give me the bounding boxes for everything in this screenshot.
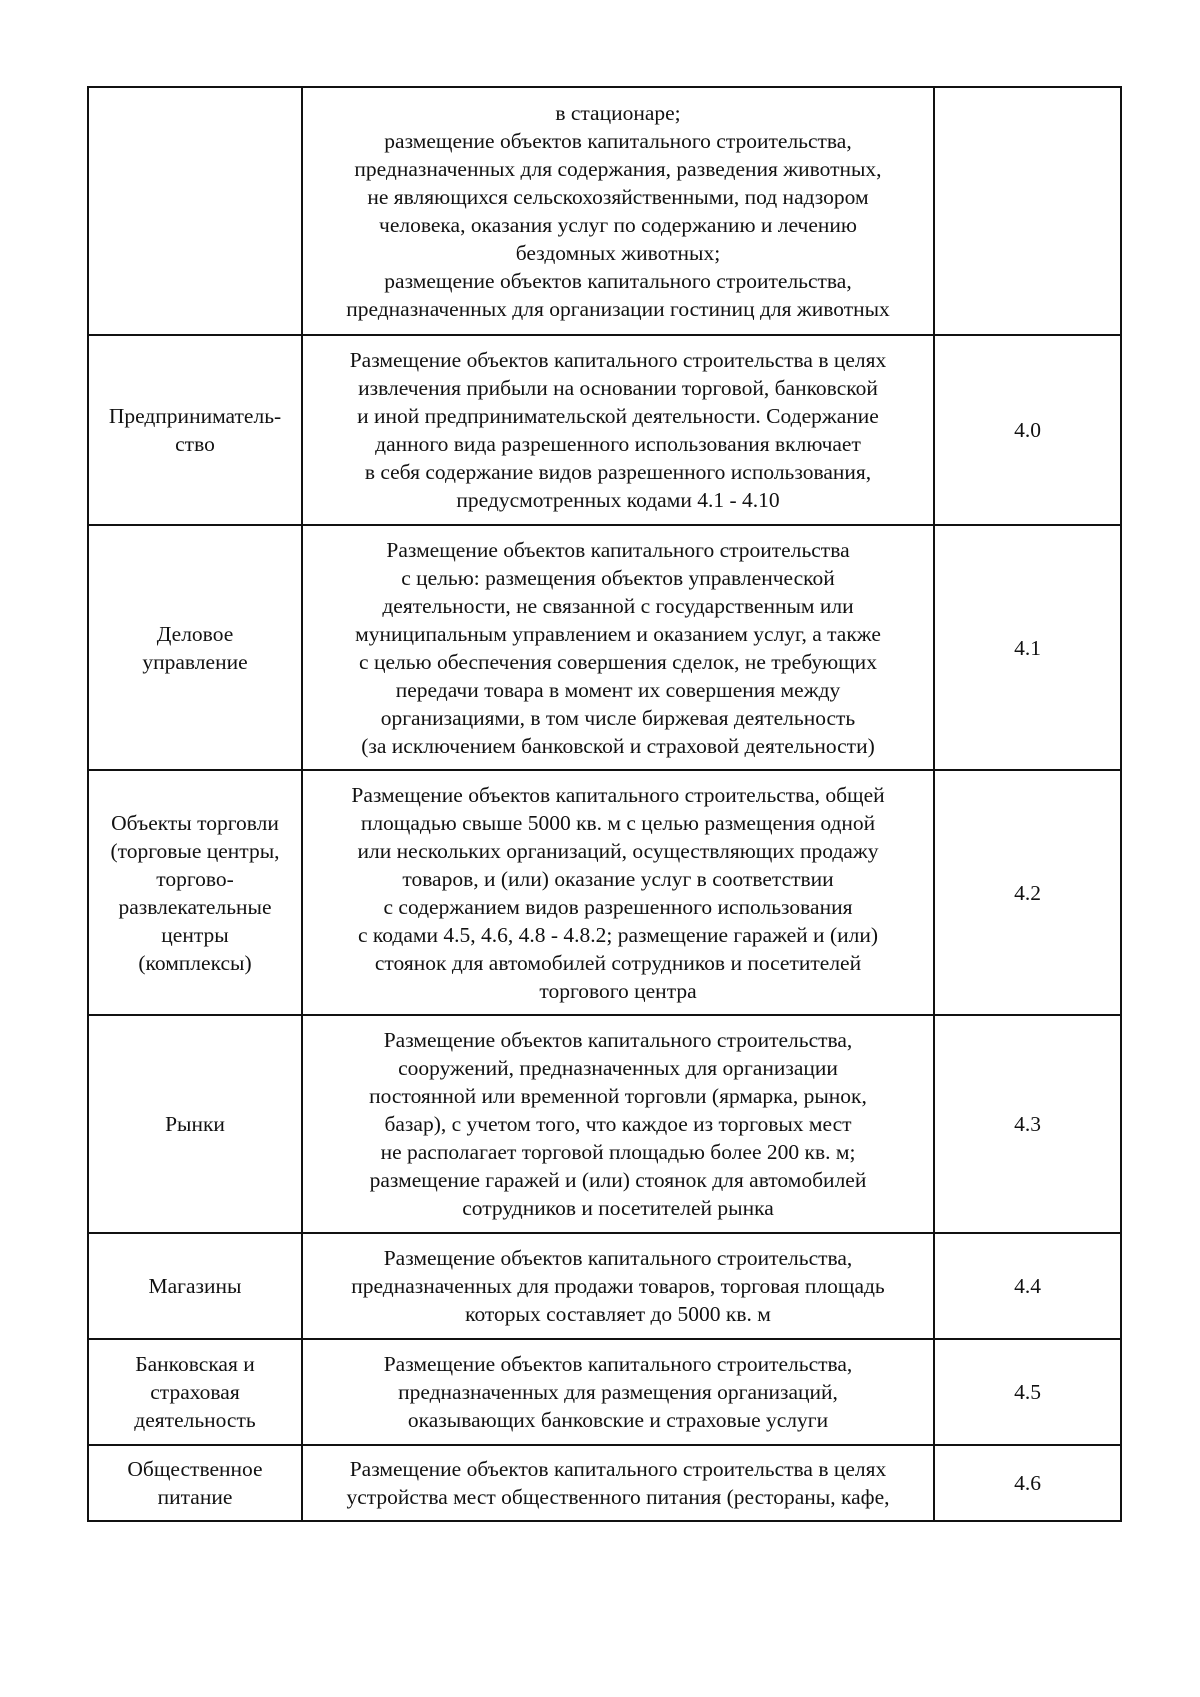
description-line: или нескольких организаций, осуществляющих продажу	[357, 838, 879, 863]
name-line: центры	[161, 922, 229, 947]
description-line: предназначенных для продажи товаров, торговая площадь	[351, 1274, 885, 1298]
name-line: Объекты торговли	[111, 810, 279, 835]
land-use-code-cell: 4.4	[934, 1233, 1121, 1339]
description-line: и иной предпринимательской деятельности. Содержание	[357, 404, 879, 428]
land-use-description-cell	[302, 1233, 934, 1339]
land-use-code-cell: 4.0	[934, 335, 1121, 525]
description-line: Размещение объектов капитального строительства в целях	[349, 348, 887, 372]
name-line: деятельность	[134, 1408, 256, 1432]
description-line: муниципальным управлением и оказанием услуг, а также	[355, 621, 881, 646]
description-line: Размещение объектов капитального строительства, общей	[351, 782, 885, 807]
table-row	[88, 1445, 1121, 1521]
description-line: с целью обеспечения совершения сделок, не требующих	[359, 649, 877, 674]
description-line: постоянной или временной торговли (ярмарка, рынок,	[369, 1084, 867, 1108]
description-line: размещение объектов капитального строительства,	[384, 269, 852, 293]
description-line: не являющихся сельскохозяйственными, под надзором	[367, 185, 869, 209]
description-line: площадью свыше 5000 кв. м с целью размещения одной	[360, 810, 876, 835]
land-use-code-cell	[934, 87, 1121, 335]
description-line: Размещение объектов капитального строительства в целях	[349, 1457, 887, 1481]
description-line: предназначенных для содержания, разведения животных,	[354, 157, 882, 181]
name-line: Общественное	[127, 1457, 263, 1481]
description-line: предназначенных для организации гостиниц для животных	[346, 297, 890, 321]
description-line: базар), с учетом того, что каждое из торговых мест	[384, 1112, 852, 1136]
description-line: размещение гаражей и (или) стоянок для автомобилей	[369, 1168, 867, 1192]
name-line: питание	[157, 1485, 233, 1509]
name-line: страховая	[150, 1380, 240, 1404]
description-line: деятельности, не связанной с государственным или	[382, 593, 854, 618]
table-row	[88, 1233, 1121, 1339]
description-line: оказывающих банковские и страховые услуги	[407, 1408, 829, 1432]
land-use-description-cell	[302, 335, 934, 525]
land-use-description-cell	[302, 87, 934, 335]
land-use-name-cell	[88, 1233, 302, 1339]
name-line: Деловое	[156, 621, 234, 646]
name-line: торгово-	[156, 866, 234, 891]
table-row	[88, 87, 1121, 335]
land-use-description-cell	[302, 1015, 934, 1233]
table-row	[88, 1339, 1121, 1445]
description-line: товаров, и (или) оказание услуг в соответствии	[402, 866, 834, 891]
table-row	[88, 335, 1121, 525]
description-line: устройства мест общественного питания (рестораны, кафе,	[346, 1485, 890, 1509]
land-use-code-cell: 4.3	[934, 1015, 1121, 1233]
land-use-name-cell	[88, 770, 302, 1015]
land-use-code-cell: 4.6	[934, 1445, 1121, 1521]
land-use-table	[87, 86, 1122, 1522]
description-line: с кодами 4.5, 4.6, 4.8 - 4.8.2; размещение гаражей и (или)	[358, 922, 878, 947]
description-line: Размещение объектов капитального строительства,	[383, 1352, 853, 1376]
land-use-code-cell: 4.2	[934, 770, 1121, 1015]
name-line: Банковская и	[135, 1352, 255, 1376]
land-use-description-cell	[302, 1339, 934, 1445]
description-line: торгового центра	[539, 978, 697, 1003]
land-use-description-cell	[302, 770, 934, 1015]
name-line: Предприниматель-	[108, 404, 282, 428]
description-line: передачи товара в момент их совершения между	[395, 677, 841, 702]
name-line: ство	[175, 432, 215, 456]
description-line: размещение объектов капитального строительства,	[384, 129, 852, 153]
description-line: в стационаре;	[555, 101, 681, 125]
land-use-name-cell	[88, 1339, 302, 1445]
description-line: с содержанием видов разрешенного использования	[383, 894, 853, 919]
description-line: Размещение объектов капитального строительства,	[383, 1028, 853, 1052]
land-use-description-cell	[302, 1445, 934, 1521]
description-line: стоянок для автомобилей сотрудников и посетителей	[374, 950, 862, 975]
description-line: в себя содержание видов разрешенного использования,	[364, 460, 872, 484]
table-row	[88, 1015, 1121, 1233]
description-line: не располагает торговой площадью более 200 кв. м;	[380, 1140, 856, 1164]
land-use-code-cell: 4.5	[934, 1339, 1121, 1445]
land-use-code-cell: 4.1	[934, 525, 1121, 770]
land-use-name-cell	[88, 1015, 302, 1233]
description-line: человека, оказания услуг по содержанию и лечению	[379, 213, 857, 237]
description-line: сотрудников и посетителей рынка	[462, 1196, 774, 1220]
name-line: Рынки	[165, 1112, 225, 1136]
name-line: (комплексы)	[138, 950, 252, 975]
land-use-name-cell	[88, 87, 302, 335]
description-line: которых составляет до 5000 кв. м	[465, 1302, 771, 1326]
table-row	[88, 770, 1121, 1015]
description-line: организациями, в том числе биржевая деятельность	[380, 705, 856, 730]
description-line: Размещение объектов капитального строительства	[386, 537, 850, 562]
description-line: бездомных животных;	[515, 241, 721, 265]
description-line: данного вида разрешенного использования включает	[375, 432, 861, 456]
land-use-name-cell	[88, 525, 302, 770]
land-use-name-cell	[88, 1445, 302, 1521]
name-line: развлекательные	[118, 894, 272, 919]
name-line: (торговые центры,	[110, 838, 280, 863]
table-row	[88, 525, 1121, 770]
description-line: Размещение объектов капитального строительства,	[383, 1246, 853, 1270]
description-line: сооружений, предназначенных для организации	[398, 1056, 838, 1080]
description-line: извлечения прибыли на основании торговой, банковской	[358, 376, 878, 400]
description-line: (за исключением банковской и страховой деятельности)	[361, 733, 875, 758]
land-use-name-cell	[88, 335, 302, 525]
name-line: Магазины	[148, 1274, 242, 1298]
description-line: предназначенных для размещения организаций,	[398, 1380, 838, 1404]
land-use-description-cell	[302, 525, 934, 770]
description-line: предусмотренных кодами 4.1 - 4.10	[456, 488, 780, 512]
name-line: управление	[142, 649, 248, 674]
description-line: с целью: размещения объектов управленческой	[401, 565, 835, 590]
